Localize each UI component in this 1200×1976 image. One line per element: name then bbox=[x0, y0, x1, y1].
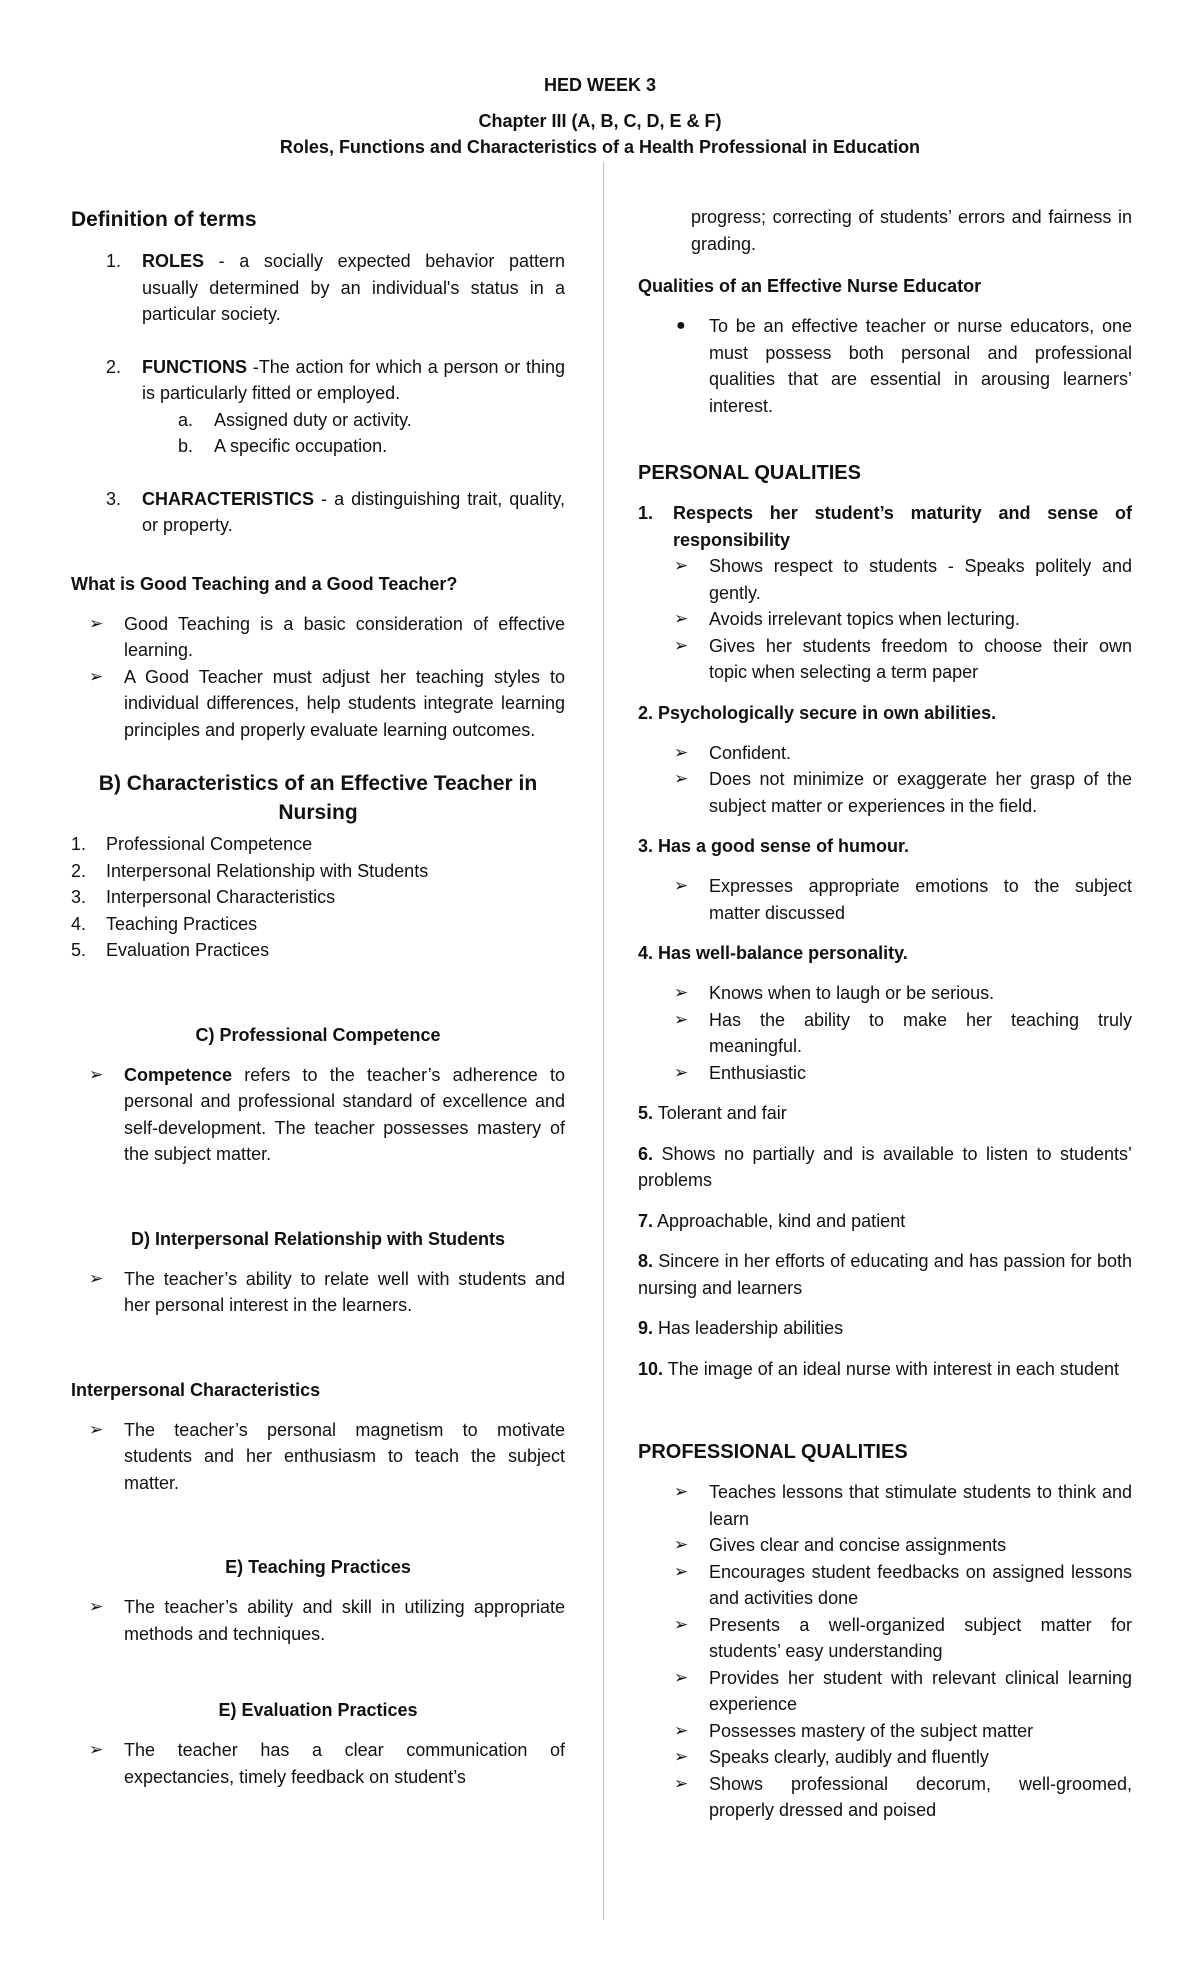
good-teaching-list bbox=[71, 611, 565, 744]
list-item: 4. Teaching Practices bbox=[71, 913, 258, 934]
definition-term: CHARACTERISTICS bbox=[142, 488, 315, 509]
definition-item bbox=[71, 486, 565, 539]
arrow-bullet-icon: ➢ bbox=[674, 1535, 689, 1554]
definition-title: Definition of terms bbox=[71, 208, 257, 231]
personal-quality-heading: 3. Has a good sense of humour. bbox=[638, 836, 910, 856]
arrow-bullet-icon: ➢ bbox=[89, 1268, 104, 1288]
right-column bbox=[638, 206, 1132, 1824]
qualities-list bbox=[638, 313, 1132, 419]
arrow-bullet-icon: ➢ bbox=[674, 1009, 689, 1029]
list-item: ➢ Speaks clearly, audibly and fluently bbox=[638, 1744, 1132, 1771]
arrow-bullet-icon: ➢ bbox=[674, 1482, 689, 1501]
list-item: ➢ Shows professional decorum, well-groomed, properly dressed and poised bbox=[638, 1771, 1132, 1824]
list-item: ➢ Avoids irrelevant topics when lecturing. bbox=[638, 606, 1132, 633]
list-item: ➢ Gives clear and concise assignments bbox=[638, 1532, 1132, 1559]
personal-quality-heading: 1. Respects her student’s maturity and sense of responsibility bbox=[638, 503, 1132, 550]
list-item: ● To be an effective teacher or nurse educators, one must possess both personal and professional qualities that are essential in arousing learners’ interest. bbox=[638, 313, 1132, 419]
left-column bbox=[71, 206, 565, 1790]
personal-quality-item: 6. Shows no partially and is available to listen to students’ problems bbox=[638, 1143, 1132, 1190]
section-d-title: D) Interpersonal Relationship with Students bbox=[130, 1228, 506, 1249]
list-item: ➢ Encourages student feedbacks on assigned lessons and activities done bbox=[638, 1559, 1132, 1612]
list-item: ➢ Expresses appropriate emotions to the subject matter discussed bbox=[638, 873, 1132, 926]
evaluation-practices-list bbox=[71, 1737, 565, 1790]
personal-quality-item: 10. The image of an ideal nurse with interest in each student bbox=[638, 1358, 1119, 1379]
personal-quality-heading: 4. Has well-balance personality. bbox=[638, 943, 908, 963]
list-item: ➢ Competence refers to the teacher’s adherence to personal and professional standard of excellence and self-development. The teacher possesses mastery of the subject matter. bbox=[71, 1062, 565, 1168]
personal-quality-3-list bbox=[638, 873, 1132, 926]
list-number: 3. bbox=[106, 488, 122, 509]
arrow-bullet-icon: ➢ bbox=[89, 666, 104, 686]
sub-item-text: Assigned duty or activity. bbox=[214, 409, 412, 430]
interpersonal-title: Interpersonal Characteristics bbox=[71, 1379, 321, 1400]
chapter-title: Chapter III (A, B, C, D, E & F) bbox=[478, 111, 722, 131]
list-item: ➢ Knows when to laugh or be serious. bbox=[638, 980, 1132, 1007]
list-item: 1. Professional Competence bbox=[71, 834, 313, 854]
characteristics-list bbox=[71, 831, 565, 964]
arrow-bullet-icon: ➢ bbox=[89, 1740, 104, 1759]
section-e-teaching-title: E) Teaching Practices bbox=[225, 1557, 411, 1577]
interpersonal-list bbox=[71, 1417, 565, 1497]
definition-item bbox=[71, 354, 565, 407]
personal-quality-item: 9. Has leadership abilities bbox=[638, 1318, 844, 1338]
arrow-bullet-icon: ➢ bbox=[674, 742, 689, 762]
professional-qualities-list bbox=[638, 1479, 1132, 1824]
list-number: 2. bbox=[106, 356, 122, 377]
personal-quality-2-list bbox=[638, 740, 1132, 820]
list-item: ➢ Provides her student with relevant clinical learning experience bbox=[638, 1665, 1132, 1718]
relationship-list bbox=[71, 1266, 565, 1319]
definition-text: - a distinguishing trait, quality, or property. bbox=[142, 488, 565, 535]
section-e-evaluation-title: E) Evaluation Practices bbox=[218, 1700, 418, 1720]
list-item: 2. Interpersonal Relationship with Students bbox=[71, 860, 429, 881]
arrow-bullet-icon: ➢ bbox=[674, 635, 689, 655]
list-item: 3. Interpersonal Characteristics bbox=[71, 887, 336, 907]
sub-list-item bbox=[71, 433, 565, 460]
list-item: ➢ Shows respect to students - Speaks politely and gently. bbox=[638, 553, 1132, 606]
list-item: ➢ Confident. bbox=[638, 740, 1132, 767]
arrow-bullet-icon: ➢ bbox=[674, 876, 689, 895]
arrow-bullet-icon: ➢ bbox=[674, 1747, 689, 1766]
personal-quality-item: 8. Sincere in her efforts of educating and has passion for both nursing and learners bbox=[638, 1251, 1132, 1298]
list-item: ➢ Gives her students freedom to choose their own topic when selecting a term paper bbox=[638, 633, 1132, 686]
document-header bbox=[0, 72, 1200, 160]
list-letter: a. bbox=[178, 409, 194, 430]
definition-term: FUNCTIONS bbox=[142, 356, 247, 377]
chapter-subtitle: Roles, Functions and Characteristics of a Health Professional in Education bbox=[279, 137, 921, 157]
definition-term: ROLES bbox=[142, 251, 205, 271]
section-c-title: C) Professional Competence bbox=[195, 1024, 441, 1045]
list-item: ➢ Has the ability to make her teaching truly meaningful. bbox=[638, 1007, 1132, 1060]
list-number: 1. bbox=[106, 251, 122, 271]
list-item: ➢ Does not minimize or exaggerate her grasp of the subject matter or experiences in the field. bbox=[638, 766, 1132, 819]
list-item: ➢ Possesses mastery of the subject matter bbox=[638, 1718, 1132, 1745]
bullet-dot-icon: ● bbox=[676, 317, 686, 334]
personal-quality-heading: 2. Psychologically secure in own abilities. bbox=[638, 702, 997, 723]
personal-qualities-title: PERSONAL QUALITIES bbox=[638, 462, 861, 484]
week-title: HED WEEK 3 bbox=[543, 75, 657, 95]
arrow-bullet-icon: ➢ bbox=[89, 1419, 104, 1439]
arrow-bullet-icon: ➢ bbox=[674, 1614, 689, 1634]
list-item: ➢ The teacher’s ability and skill in utilizing appropriate methods and techniques. bbox=[71, 1594, 565, 1647]
competence-list bbox=[71, 1062, 565, 1168]
list-item: ➢ Teaches lessons that stimulate students to think and learn bbox=[638, 1479, 1132, 1532]
personal-quality-item: 7. Approachable, kind and patient bbox=[638, 1210, 906, 1231]
definition-text: - a socially expected behavior pattern usually determined by an individual's status in a particular society. bbox=[142, 251, 565, 324]
professional-qualities-title: PROFESSIONAL QUALITIES bbox=[638, 1441, 908, 1463]
definition-text: -The action for which a person or thing is particularly fitted or employed. bbox=[142, 356, 565, 403]
section-b-title: B) Characteristics of an Effective Teacher in Nursing bbox=[98, 772, 538, 824]
list-item: ➢ The teacher’s ability to relate well with students and her personal interest in the learners. bbox=[71, 1266, 565, 1319]
list-item: ➢ A Good Teacher must adjust her teaching styles to individual differences, help students integrate learning principles and properly evaluate learning outcomes. bbox=[71, 664, 565, 744]
list-item: ➢ The teacher’s personal magnetism to motivate students and her enthusiasm to teach the subject matter. bbox=[71, 1417, 565, 1497]
arrow-bullet-icon: ➢ bbox=[674, 609, 689, 628]
list-item: ➢ The teacher has a clear communication of expectancies, timely feedback on student’s bbox=[71, 1737, 565, 1790]
arrow-bullet-icon: ➢ bbox=[674, 983, 689, 1002]
arrow-bullet-icon: ➢ bbox=[674, 1062, 689, 1082]
arrow-bullet-icon: ➢ bbox=[674, 1773, 689, 1793]
arrow-bullet-icon: ➢ bbox=[89, 1597, 104, 1616]
sub-item-text: A specific occupation. bbox=[214, 436, 388, 456]
personal-quality-4-list bbox=[638, 980, 1132, 1086]
arrow-bullet-icon: ➢ bbox=[89, 613, 104, 633]
list-item: 5. Evaluation Practices bbox=[71, 940, 270, 960]
arrow-bullet-icon: ➢ bbox=[674, 1720, 689, 1740]
list-letter: b. bbox=[178, 436, 194, 456]
arrow-bullet-icon: ➢ bbox=[674, 1667, 689, 1687]
list-item: ➢ Good Teaching is a basic consideration of effective learning. bbox=[71, 611, 565, 664]
personal-quality-item: 5. Tolerant and fair bbox=[638, 1103, 787, 1123]
list-item: ➢ Presents a well-organized subject matter for students’ easy understanding bbox=[638, 1612, 1132, 1665]
column-divider bbox=[603, 162, 604, 1920]
arrow-bullet-icon: ➢ bbox=[674, 1561, 689, 1581]
personal-quality-1-list bbox=[638, 553, 1132, 686]
arrow-bullet-icon: ➢ bbox=[89, 1064, 104, 1084]
continued-text: progress; correcting of students’ errors and fairness in grading. bbox=[691, 207, 1132, 254]
list-item: ➢ Enthusiastic bbox=[638, 1060, 1132, 1087]
teaching-practices-list bbox=[71, 1594, 565, 1647]
definition-list bbox=[71, 248, 565, 539]
arrow-bullet-icon: ➢ bbox=[674, 769, 689, 788]
arrow-bullet-icon: ➢ bbox=[674, 556, 689, 575]
qualities-title: Qualities of an Effective Nurse Educator bbox=[638, 276, 982, 296]
sub-list-item bbox=[71, 407, 565, 434]
good-teaching-title: What is Good Teaching and a Good Teacher? bbox=[71, 573, 458, 594]
definition-item bbox=[71, 248, 565, 328]
